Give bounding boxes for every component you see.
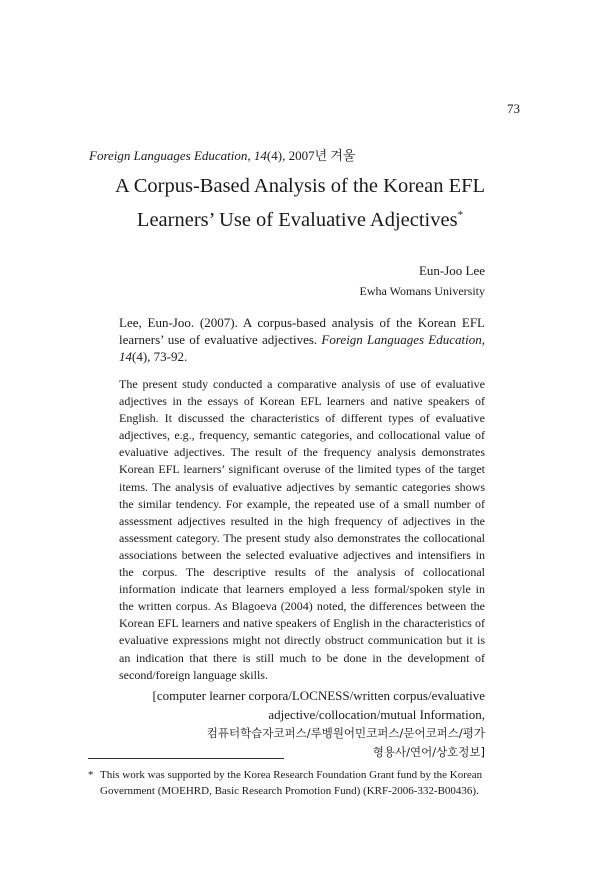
footnote <box>88 767 528 799</box>
journal-issue: (4), 2007년 겨울 <box>266 148 356 163</box>
footnote-divider <box>88 758 284 759</box>
keywords <box>105 686 485 762</box>
title-line-2-text: Learners’ Use of Evaluative Adjectives <box>136 208 458 231</box>
journal-volume: 14 <box>253 148 267 163</box>
keywords-line-2: adjective/collocation/mutual Information, <box>268 707 485 722</box>
page-number: 73 <box>507 101 520 116</box>
citation-pages: (4), 73-92. <box>132 349 188 364</box>
title-note-mark: * <box>457 209 464 221</box>
keywords-line-1: [computer learner corpora/LOCNESS/written corpus/evaluative <box>152 688 485 703</box>
citation-volume: 14 <box>119 349 132 364</box>
journal-header <box>89 145 356 164</box>
author-name: Eun-Joo Lee <box>418 263 485 278</box>
journal-name: Foreign Languages Education, <box>89 148 251 163</box>
footnote-line-1: This work was supported by the Korea Research Foundation Grant fund by the Korean <box>100 769 483 781</box>
citation-journal: Foreign Languages Education, <box>321 332 485 347</box>
citation <box>119 314 485 365</box>
title-line-1: A Corpus-Based Analysis of the Korean EFL <box>114 175 486 197</box>
paper-title <box>0 172 600 235</box>
abstract: The present study conducted a comparative analysis of use of evaluative adjectives in the essays of Korean EFL learners and native speakers of English. It discussed the characteristics of different types of evaluative adjectives, e.g., frequency, semantic categories, and collocational value of evaluative adjectives. The result of the frequency analysis demonstrates Korean EFL learners’ significant overuse of the limited types of the target items. The analysis of evaluative adjectives by semantic categories shows the similar tendency. For example, the repeated use of a small number of assessment adjectives resulted in the high frequency of adjectives in the assessment category. The present study also demonstrates the collocational associations between the selected evaluative adjectives and intensifiers in the corpus. The descriptive results of the analysis of collocational information indicate that learners employed a less formal/spoken style in the written corpus. As Blagoeva (2004) noted, the differences between the Korean EFL learners and native speakers of English in the characteristics of evaluative expressions might not directly obstruct communication but it is an indication that there is still much to be done in the development of second/foreign language skills. <box>119 377 485 682</box>
citation-text: Lee, Eun-Joo. (2007). A corpus-based analysis of the Korean EFL learners’ use of evaluative adjectives. <box>119 315 485 347</box>
footnote-line-2: Government (MOEHRD, Basic Research Promotion Fund) (KRF-2006-332-B00436). <box>100 785 479 797</box>
title-line-2 <box>0 201 600 235</box>
keywords-line-4: 형용사/연어/상호정보] <box>372 745 485 759</box>
author-block <box>360 261 485 301</box>
keywords-line-3: 컴퓨터학습자코퍼스/루벵원어민코퍼스/문어코퍼스/평가 <box>206 726 485 740</box>
author-affiliation: Ewha Womans University <box>359 284 485 298</box>
footnote-mark: * <box>88 769 94 781</box>
